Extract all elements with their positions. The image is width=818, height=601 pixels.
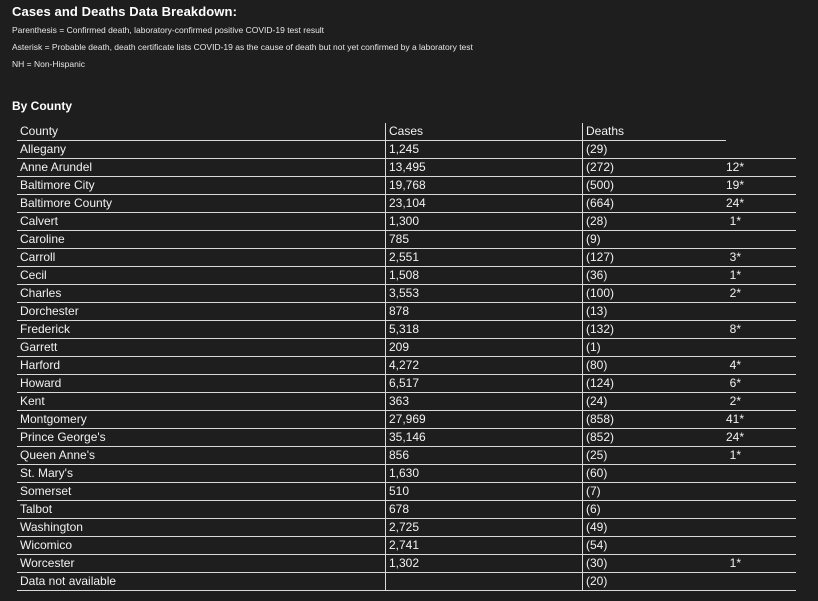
cell-deaths: (664) (583, 195, 727, 213)
cell-probable-deaths (726, 231, 796, 249)
cell-deaths: (80) (583, 357, 727, 375)
cell-probable-deaths: 1* (726, 555, 796, 573)
table-row (17, 483, 796, 501)
cell-county: Frederick (17, 321, 386, 339)
cell-deaths: (272) (583, 159, 727, 177)
cell-county: Kent (17, 393, 386, 411)
table-row (17, 249, 796, 267)
cell-cases: 856 (386, 447, 583, 465)
cell-county: Carroll (17, 249, 386, 267)
cell-county: St. Mary's (17, 465, 386, 483)
header-deaths: Deaths (583, 123, 727, 141)
table-row (17, 339, 796, 357)
cell-deaths: (9) (583, 231, 727, 249)
cell-deaths: (1) (583, 339, 727, 357)
cell-cases: 27,969 (386, 411, 583, 429)
cell-cases: 1,302 (386, 555, 583, 573)
header-cases: Cases (386, 123, 583, 141)
cell-probable-deaths: 1* (726, 447, 796, 465)
cell-county: Anne Arundel (17, 159, 386, 177)
cell-deaths: (100) (583, 285, 727, 303)
cell-probable-deaths: 2* (726, 285, 796, 303)
cell-deaths: (24) (583, 393, 727, 411)
cell-county: Calvert (17, 213, 386, 231)
cell-probable-deaths: 2* (726, 393, 796, 411)
cell-deaths: (36) (583, 267, 727, 285)
table-row (17, 519, 796, 537)
table-row (17, 447, 796, 465)
table-row (17, 285, 796, 303)
cell-probable-deaths (726, 519, 796, 537)
cell-county: Harford (17, 357, 386, 375)
cell-cases: 878 (386, 303, 583, 321)
cell-cases: 785 (386, 231, 583, 249)
note-asterisk: Asterisk = Probable death, death certificate lists COVID-19 as the cause of death but not yet confirmed by a laboratory test (12, 42, 473, 52)
cell-probable-deaths: 24* (726, 195, 796, 213)
cell-county: Somerset (17, 483, 386, 501)
cell-probable-deaths (726, 141, 796, 159)
page-title: Cases and Deaths Data Breakdown: (12, 4, 237, 19)
cell-cases: 6,517 (386, 375, 583, 393)
cell-probable-deaths: 6* (726, 375, 796, 393)
cell-cases: 1,508 (386, 267, 583, 285)
cell-probable-deaths: 1* (726, 267, 796, 285)
cell-county: Wicomico (17, 537, 386, 555)
cell-probable-deaths: 8* (726, 321, 796, 339)
cell-county: Prince George's (17, 429, 386, 447)
cell-county: Charles (17, 285, 386, 303)
header-county: County (17, 123, 386, 141)
cell-county: Queen Anne's (17, 447, 386, 465)
cell-deaths: (7) (583, 483, 727, 501)
cell-probable-deaths: 12* (726, 159, 796, 177)
table-row (17, 357, 796, 375)
cell-county: Montgomery (17, 411, 386, 429)
cell-cases: 1,300 (386, 213, 583, 231)
table-row (17, 177, 796, 195)
table-row (17, 231, 796, 249)
cell-cases: 4,272 (386, 357, 583, 375)
cell-county: Talbot (17, 501, 386, 519)
cell-deaths: (60) (583, 465, 727, 483)
cell-cases: 363 (386, 393, 583, 411)
cell-probable-deaths (726, 573, 796, 591)
cell-probable-deaths: 24* (726, 429, 796, 447)
cell-cases: 510 (386, 483, 583, 501)
table-row (17, 411, 796, 429)
cell-deaths: (858) (583, 411, 727, 429)
cell-county: Howard (17, 375, 386, 393)
note-parenthesis: Parenthesis = Confirmed death, laboratory-confirmed positive COVID-19 test result (12, 25, 325, 35)
cell-probable-deaths (726, 537, 796, 555)
cell-county: Caroline (17, 231, 386, 249)
cell-deaths: (127) (583, 249, 727, 267)
cell-cases: 13,495 (386, 159, 583, 177)
cell-county: Worcester (17, 555, 386, 573)
cell-probable-deaths (726, 501, 796, 519)
cell-cases: 23,104 (386, 195, 583, 213)
table-header-row (17, 123, 796, 141)
cell-cases: 2,551 (386, 249, 583, 267)
cell-cases: 2,725 (386, 519, 583, 537)
cell-deaths: (25) (583, 447, 727, 465)
cell-deaths: (852) (583, 429, 727, 447)
cell-deaths: (6) (583, 501, 727, 519)
section-title-by-county: By County (12, 99, 72, 113)
cell-cases: 678 (386, 501, 583, 519)
cell-deaths: (500) (583, 177, 727, 195)
cell-deaths: (13) (583, 303, 727, 321)
cell-deaths: (29) (583, 141, 727, 159)
cell-deaths: (28) (583, 213, 727, 231)
cell-probable-deaths (726, 465, 796, 483)
note-nh: NH = Non-Hispanic (12, 59, 85, 69)
cell-county: Dorchester (17, 303, 386, 321)
cell-probable-deaths (726, 339, 796, 357)
table-row (17, 429, 796, 447)
cell-probable-deaths: 1* (726, 213, 796, 231)
cell-county: Washington (17, 519, 386, 537)
table-row (17, 375, 796, 393)
table-row (17, 501, 796, 519)
table-row (17, 537, 796, 555)
cell-deaths: (124) (583, 375, 727, 393)
table-row (17, 393, 796, 411)
cell-county: Baltimore County (17, 195, 386, 213)
cell-county: Garrett (17, 339, 386, 357)
cell-probable-deaths: 19* (726, 177, 796, 195)
table-row (17, 465, 796, 483)
cell-cases: 2,741 (386, 537, 583, 555)
cell-cases: 19,768 (386, 177, 583, 195)
table-row (17, 141, 796, 159)
cell-deaths: (30) (583, 555, 727, 573)
table-row (17, 213, 796, 231)
table-row (17, 195, 796, 213)
table-row (17, 555, 796, 573)
cell-cases: 3,553 (386, 285, 583, 303)
cell-cases: 1,630 (386, 465, 583, 483)
table-row (17, 267, 796, 285)
cell-probable-deaths (726, 303, 796, 321)
cell-deaths: (132) (583, 321, 727, 339)
table-row (17, 159, 796, 177)
county-table-body (17, 123, 796, 591)
cell-deaths: (54) (583, 537, 727, 555)
cell-deaths: (20) (583, 573, 727, 591)
cell-probable-deaths: 4* (726, 357, 796, 375)
cell-county: Allegany (17, 141, 386, 159)
cell-probable-deaths (726, 483, 796, 501)
cell-county: Data not available (17, 573, 386, 591)
cell-cases: 35,146 (386, 429, 583, 447)
cell-cases: 1,245 (386, 141, 583, 159)
cell-cases (386, 573, 583, 591)
cell-county: Baltimore City (17, 177, 386, 195)
cell-probable-deaths: 41* (726, 411, 796, 429)
cell-cases: 209 (386, 339, 583, 357)
cell-probable-deaths: 3* (726, 249, 796, 267)
cell-county: Cecil (17, 267, 386, 285)
header-probable (726, 123, 796, 141)
table-row (17, 321, 796, 339)
county-table (17, 123, 796, 591)
cell-deaths: (49) (583, 519, 727, 537)
cell-cases: 5,318 (386, 321, 583, 339)
table-row (17, 573, 796, 591)
table-row (17, 303, 796, 321)
